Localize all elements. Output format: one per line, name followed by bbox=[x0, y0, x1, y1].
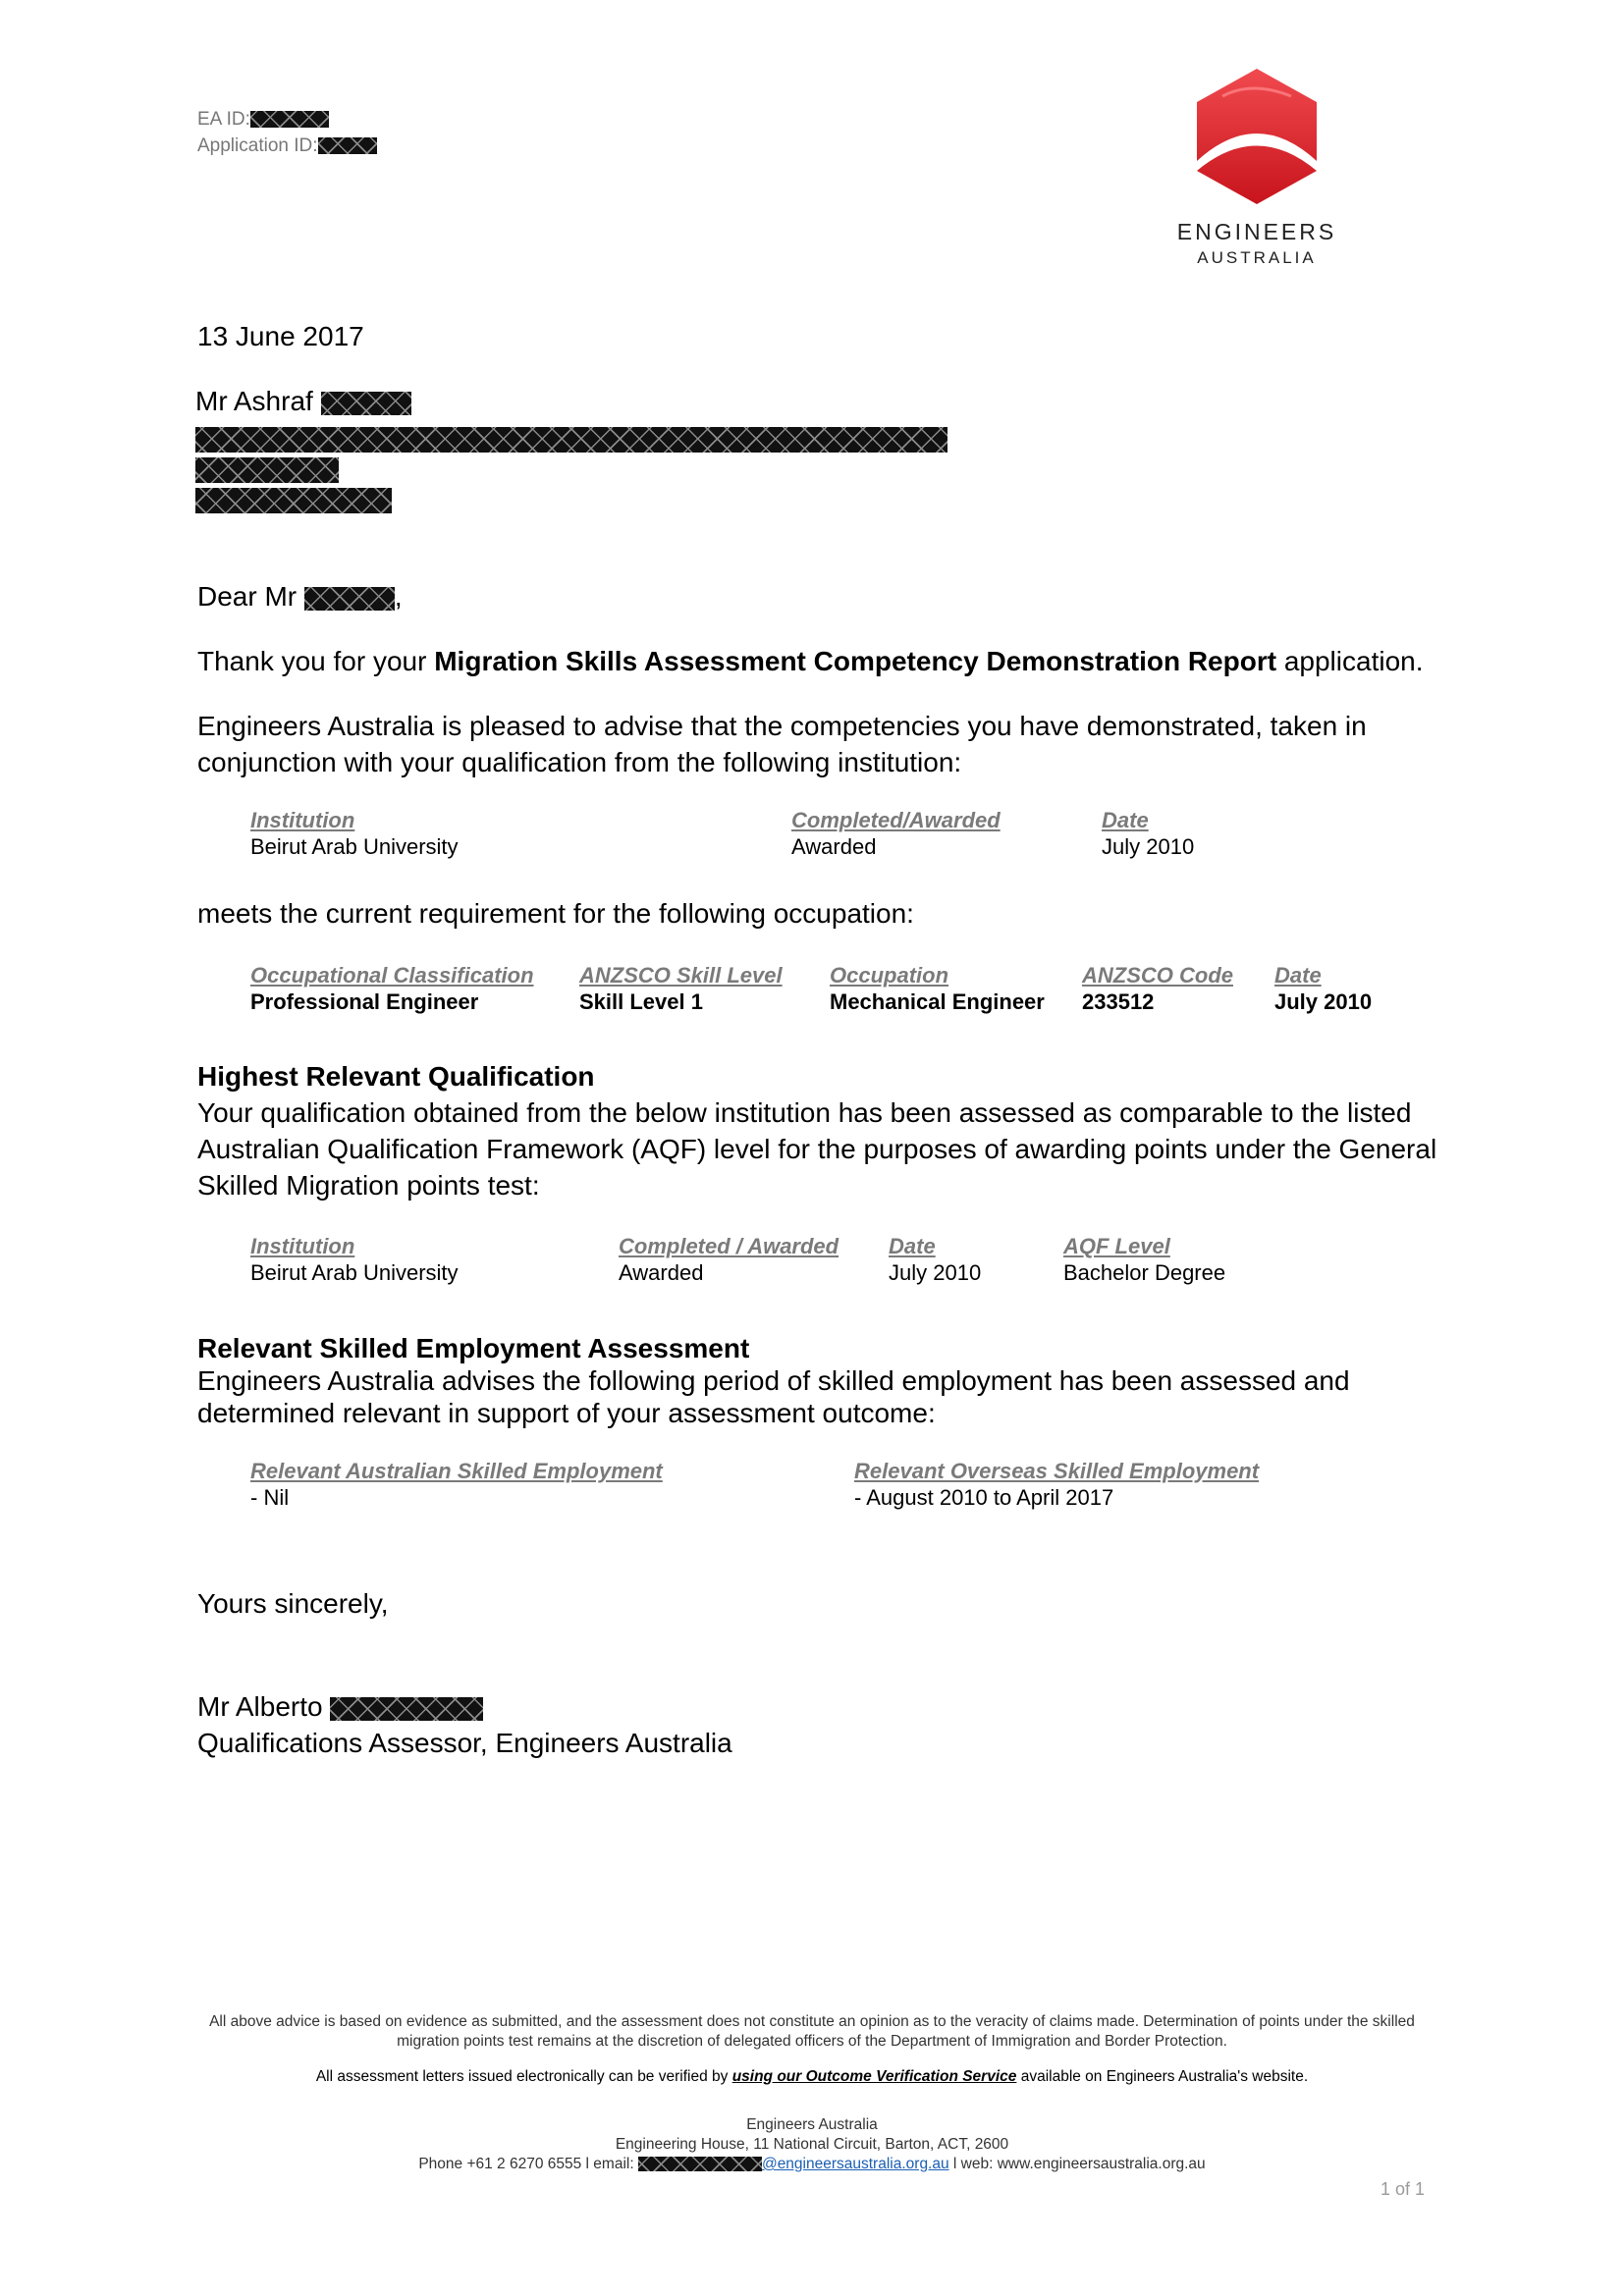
application-type: Migration Skills Assessment Competency Demonstration Report bbox=[434, 646, 1277, 676]
intro-text-end: application. bbox=[1276, 646, 1424, 676]
table-header: Date bbox=[1274, 963, 1322, 988]
salutation-text: Dear Mr bbox=[197, 581, 298, 612]
redaction-block bbox=[195, 457, 339, 483]
table-header: Completed / Awarded bbox=[619, 1234, 839, 1258]
email-link[interactable]: @engineersaustralia.org.au bbox=[761, 2156, 949, 2172]
employment-text: Engineers Australia advises the following period of skilled employment has been assessed and determined relevant in support of your assessment outcome: bbox=[197, 1365, 1350, 1428]
footer-disclaimer bbox=[0, 2012, 1624, 2052]
advice-paragraph: Engineers Australia is pleased to advise that the competencies you have demonstrated, taken in conjunction with your qualification from the following institution: bbox=[197, 711, 1367, 777]
table-header: AQF Level bbox=[1063, 1234, 1170, 1258]
table-header: Relevant Australian Skilled Employment bbox=[250, 1459, 663, 1483]
qualification-heading: Highest Relevant Qualification bbox=[197, 1061, 595, 1092]
footer-phone: Phone +61 2 6270 6555 l email: bbox=[418, 2156, 638, 2172]
qualification-table bbox=[250, 1234, 1330, 1293]
logo-text-australia: AUSTRALIA bbox=[1197, 248, 1317, 267]
footer-org: Engineers Australia bbox=[746, 2116, 878, 2133]
occupation-intro: meets the current requirement for the following occupation: bbox=[197, 898, 914, 929]
table-header: Institution bbox=[250, 808, 355, 832]
table-cell: Professional Engineer bbox=[250, 989, 479, 1014]
recipient-address-line bbox=[195, 480, 947, 510]
table-header: Relevant Overseas Skilled Employment bbox=[854, 1459, 1260, 1483]
footer-web: l web: www.engineersaustralia.org.au bbox=[948, 2156, 1206, 2172]
page-number: 1 of 1 bbox=[1380, 2179, 1426, 2199]
disclaimer-text: All above advice is based on evidence as submitted, and the assessment does not constitute an opinion as to the veracity of claims made. Determination of points under the skilled migration points test remains at the discretion of delegated officers of the Department of Immigration and Border Protection. bbox=[209, 2013, 1415, 2050]
table-cell: Awarded bbox=[791, 834, 877, 859]
salutation-comma: , bbox=[394, 581, 403, 612]
table-cell: July 2010 bbox=[889, 1260, 982, 1285]
table-cell: Skill Level 1 bbox=[579, 989, 703, 1014]
ea-id-label: EA ID: bbox=[197, 109, 250, 130]
recipient-block bbox=[195, 383, 947, 510]
intro-text: Thank you for your bbox=[197, 646, 435, 676]
redaction-block bbox=[195, 427, 947, 453]
footer-verification bbox=[0, 2067, 1624, 2087]
occupation-table bbox=[250, 963, 1429, 1022]
hexagon-logo-icon bbox=[1193, 67, 1321, 209]
letter-date: 13 June 2017 bbox=[197, 321, 364, 351]
table-header: ANZSCO Code bbox=[1082, 963, 1233, 988]
signer-title: Qualifications Assessor, Engineers Australia bbox=[197, 1728, 732, 1758]
table-header: ANZSCO Skill Level bbox=[579, 963, 783, 988]
table-cell: Awarded bbox=[619, 1260, 704, 1285]
closing: Yours sincerely, bbox=[197, 1588, 389, 1619]
table-header: Completed/Awarded bbox=[791, 808, 1001, 832]
table-cell: Mechanical Engineer bbox=[830, 989, 1045, 1014]
salutation bbox=[197, 578, 403, 614]
application-id-label: Application ID: bbox=[197, 135, 318, 156]
employment-table bbox=[250, 1459, 1330, 1518]
institution-table bbox=[250, 808, 1330, 867]
reference-ids bbox=[197, 106, 377, 159]
table-cell: - Nil bbox=[250, 1485, 290, 1510]
engineers-australia-logo bbox=[1154, 67, 1360, 273]
recipient-name bbox=[195, 383, 947, 419]
table-header: Date bbox=[1102, 808, 1149, 832]
qualification-text: Your qualification obtained from the below institution has been assessed as comparable to the listed Australian Qualification Framework (AQF) level for the purposes of awarding points under the General Skilled Migration points test: bbox=[197, 1097, 1437, 1201]
verification-service-link[interactable]: using our Outcome Verification Service bbox=[731, 2068, 1017, 2085]
logo-text-engineers: ENGINEERS bbox=[1176, 219, 1337, 244]
redaction-block bbox=[250, 111, 329, 128]
ea-id-line bbox=[197, 106, 377, 133]
signer-name bbox=[197, 1688, 732, 1725]
footer-phone-line bbox=[0, 2155, 1624, 2174]
table-cell: July 2010 bbox=[1102, 834, 1195, 859]
table-cell: Bachelor Degree bbox=[1063, 1260, 1226, 1285]
redaction-block bbox=[330, 1697, 483, 1721]
application-id-line bbox=[197, 133, 377, 159]
table-cell: Beirut Arab University bbox=[250, 834, 459, 859]
redaction-block bbox=[638, 2157, 762, 2171]
redaction-block bbox=[321, 392, 411, 415]
redaction-block bbox=[304, 587, 395, 611]
intro-paragraph bbox=[197, 643, 1435, 679]
verify-text: All assessment letters issued electronically can be verified by bbox=[315, 2068, 732, 2085]
table-cell: 233512 bbox=[1082, 989, 1155, 1014]
table-header: Occupational Classification bbox=[250, 963, 534, 988]
table-header: Occupation bbox=[830, 963, 949, 988]
table-cell: - August 2010 to April 2017 bbox=[854, 1485, 1114, 1510]
table-cell: Beirut Arab University bbox=[250, 1260, 459, 1285]
footer-address: Engineering House, 11 National Circuit, Barton, ACT, 2600 bbox=[615, 2136, 1009, 2153]
redaction-block bbox=[195, 488, 392, 513]
table-cell: July 2010 bbox=[1274, 989, 1373, 1014]
recipient-address-line bbox=[195, 450, 947, 480]
signature-block bbox=[197, 1688, 732, 1761]
redaction-block bbox=[318, 137, 377, 154]
table-header: Date bbox=[889, 1234, 936, 1258]
recipient-name-text: Mr Ashraf bbox=[195, 386, 313, 416]
table-header: Institution bbox=[250, 1234, 355, 1258]
verify-text-end: available on Engineers Australia's website. bbox=[1016, 2068, 1309, 2085]
signer-name-text: Mr Alberto bbox=[197, 1691, 323, 1722]
employment-heading: Relevant Skilled Employment Assessment bbox=[197, 1333, 750, 1363]
recipient-address-line bbox=[195, 419, 947, 450]
footer-contact bbox=[0, 2115, 1624, 2174]
